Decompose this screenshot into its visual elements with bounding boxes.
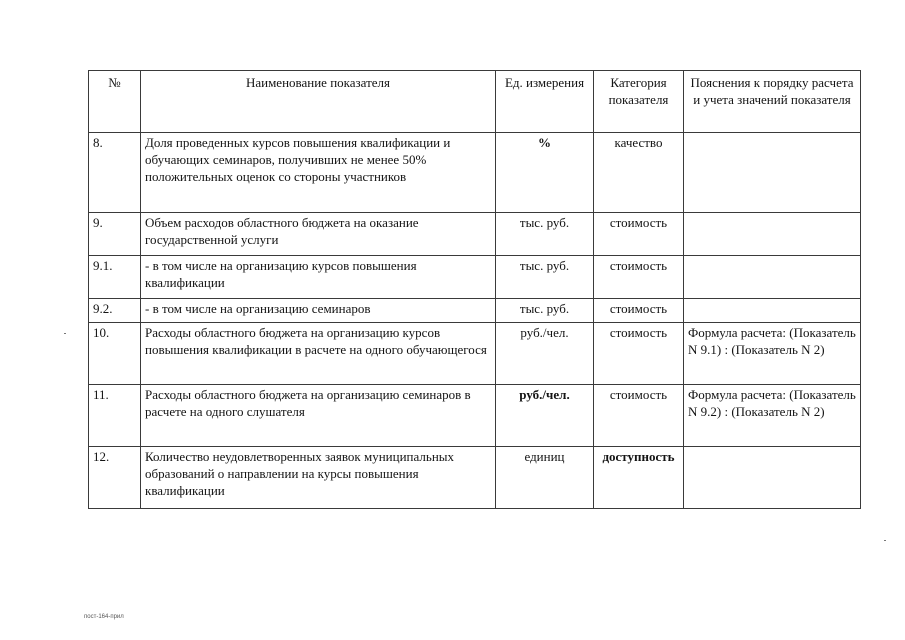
row-indicator-name: Количество неудовлетворенных заявок муниципальных образований о направлении на курсы повышения квалификации — [141, 447, 496, 509]
row-number: 12. — [89, 447, 141, 509]
header-number: № — [89, 71, 141, 133]
row-category: доступность — [594, 447, 684, 509]
table-row — [89, 256, 861, 299]
row-explanation — [684, 256, 861, 299]
row-category: качество — [594, 133, 684, 213]
row-unit: тыс. руб. — [496, 213, 594, 256]
row-indicator-name: Доля проведенных курсов повышения квалификации и обучающих семинаров, получивших не менее 50% положительных оценок со стороны участников — [141, 133, 496, 213]
row-number: 8. — [89, 133, 141, 213]
row-number: 10. — [89, 323, 141, 385]
table-row — [89, 133, 861, 213]
indicators-table — [88, 70, 861, 509]
row-category: стоимость — [594, 385, 684, 447]
row-unit: руб./чел. — [496, 323, 594, 385]
row-explanation: Формула расчета: (Показатель N 9.2) : (Показатель N 2) — [684, 385, 861, 447]
table-row — [89, 447, 861, 509]
row-explanation — [684, 447, 861, 509]
table-header-row — [89, 71, 861, 133]
row-indicator-name: Объем расходов областного бюджета на оказание государственной услуги — [141, 213, 496, 256]
row-indicator-name: - в том числе на организацию семинаров — [141, 299, 496, 323]
header-category: Категория показателя — [594, 71, 684, 133]
row-explanation — [684, 213, 861, 256]
table-row — [89, 323, 861, 385]
footer-document-mark: пост-164-прил — [84, 614, 124, 620]
row-category: стоимость — [594, 323, 684, 385]
row-indicator-name: - в том числе на организацию курсов повышения квалификации — [141, 256, 496, 299]
row-category: стоимость — [594, 299, 684, 323]
row-number: 11. — [89, 385, 141, 447]
row-number: 9.1. — [89, 256, 141, 299]
header-indicator-name: Наименование показателя — [141, 71, 496, 133]
row-explanation — [684, 299, 861, 323]
header-unit: Ед. измерения — [496, 71, 594, 133]
row-unit: тыс. руб. — [496, 299, 594, 323]
row-unit: руб./чел. — [496, 385, 594, 447]
row-category: стоимость — [594, 213, 684, 256]
row-indicator-name: Расходы областного бюджета на организацию курсов повышения квалификации в расчете на одного обучающегося — [141, 323, 496, 385]
table-row — [89, 213, 861, 256]
scan-speck — [884, 540, 886, 541]
row-explanation: Формула расчета: (Показатель N 9.1) : (Показатель N 2) — [684, 323, 861, 385]
table-row — [89, 299, 861, 323]
row-unit: единиц — [496, 447, 594, 509]
row-number: 9. — [89, 213, 141, 256]
row-explanation — [684, 133, 861, 213]
row-indicator-name: Расходы областного бюджета на организацию семинаров в расчете на одного слушателя — [141, 385, 496, 447]
row-category: стоимость — [594, 256, 684, 299]
row-unit: % — [496, 133, 594, 213]
table-row — [89, 385, 861, 447]
scan-speck — [64, 333, 66, 334]
row-unit: тыс. руб. — [496, 256, 594, 299]
row-number: 9.2. — [89, 299, 141, 323]
header-explanation: Пояснения к порядку расчета и учета значений показателя — [684, 71, 861, 133]
